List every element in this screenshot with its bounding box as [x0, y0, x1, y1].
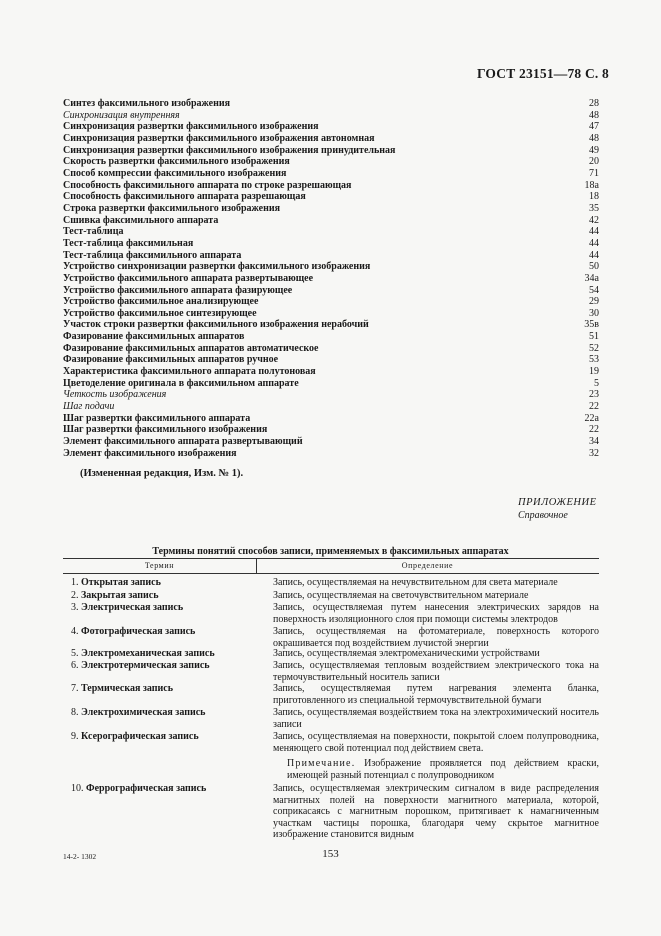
column-header-term: Термин — [144, 561, 175, 570]
index-term: Фазирование факсимильных аппаратов — [63, 331, 245, 343]
table-title: Термины понятий способов записи, применяемых в факсимильных аппаратах — [152, 546, 509, 557]
index-row — [63, 389, 599, 401]
definition-text: Запись, осуществляемая воздействием тока на электрохимический носитель записи — [273, 707, 599, 730]
index-number: 50 — [589, 261, 599, 273]
index-row — [63, 226, 599, 238]
index-term: Строка развертки факсимильного изображения — [63, 202, 281, 214]
index-row — [63, 413, 599, 425]
definition-cell — [259, 648, 599, 660]
appendix-title: ПРИЛОЖЕНИЕ — [518, 497, 597, 508]
page-header: ГОСТ 23151—78 С. 8 — [476, 66, 609, 81]
term-number: 6. — [71, 660, 79, 671]
column-header-definition: Определение — [401, 561, 454, 570]
index-number: 19 — [589, 366, 599, 378]
definition-text: Запись, осуществляемая путем нанесения электрических зарядов на поверхность изоляционного слоя при помощи системы электродов — [273, 602, 599, 625]
index-number: 29 — [589, 296, 599, 308]
index-number: 51 — [589, 331, 599, 343]
index-number: 44 — [589, 226, 599, 238]
index-row — [63, 319, 599, 331]
index-term: Тест-таблица факсимильная — [63, 237, 194, 249]
index-term: Синтез факсимильного изображения — [63, 98, 231, 109]
term-name: Ксерографическая запись — [81, 731, 199, 742]
index-term: Сшивка факсимильного аппарата — [63, 214, 219, 226]
term-name: Электромеханическая запись — [81, 648, 215, 659]
index-number: 54 — [589, 284, 599, 296]
index-row — [63, 366, 599, 378]
index-row — [63, 180, 599, 192]
term-name: Электрохимическая запись — [81, 707, 206, 718]
index-number: 28 — [589, 98, 599, 109]
index-term: Устройство факсимильного аппарата развертывающее — [63, 272, 314, 284]
index-row — [63, 424, 599, 436]
index-row — [63, 168, 599, 180]
index-term: Синхронизация развертки факсимильного изображения автономная — [63, 132, 375, 144]
index-row — [63, 354, 599, 366]
index-row — [63, 203, 599, 215]
definition-text: Запись, осуществляемая на поверхности, покрытой слоем полупроводника, меняющего свой потенциал под действием света. — [273, 731, 599, 754]
index-number: 34 — [589, 436, 599, 448]
index-row — [63, 238, 599, 250]
term-name: Феррографическая запись — [86, 783, 207, 794]
note-text: Изображение проявляется под действием краски, имеющей разный потенциал с полупроводником — [287, 758, 600, 781]
term-cell — [71, 660, 256, 672]
definition-text: Запись, осуществляемая на нечувствительном для света материале — [273, 577, 558, 588]
term-number: 4. — [71, 626, 79, 637]
index-number: 22а — [584, 412, 599, 424]
index-number: 5 — [594, 377, 599, 389]
index-row — [63, 343, 599, 355]
page-number: 153 — [322, 848, 339, 860]
term-cell — [71, 626, 256, 638]
definition-text: Запись, осуществляемая на светочувствительном материале — [273, 590, 529, 601]
index-row — [63, 448, 599, 460]
index-term: Фазирование факсимильных аппаратов ручное — [63, 354, 279, 366]
alphabetical-index — [63, 98, 599, 459]
index-row — [63, 401, 599, 413]
index-term: Шаг подачи — [63, 401, 115, 413]
term-name: Электротермическая запись — [81, 660, 210, 671]
index-number: 34а — [584, 272, 599, 284]
index-row — [63, 110, 599, 122]
term-number: 3. — [71, 602, 79, 613]
term-name: Закрытая запись — [81, 590, 159, 601]
note-label: Примечание. — [287, 758, 356, 770]
term-cell — [71, 731, 256, 743]
index-row — [63, 121, 599, 133]
term-cell — [71, 783, 256, 795]
index-term: Способность факсимильного аппарата по строке разрешающая — [63, 179, 352, 191]
term-name: Фотографическая запись — [81, 626, 196, 637]
index-row — [63, 191, 599, 203]
index-number: 47 — [589, 121, 599, 133]
term-cell — [71, 577, 256, 589]
index-number: 22 — [589, 424, 599, 436]
index-term: Синхронизация развертки факсимильного изображения принудительная — [63, 144, 396, 156]
definition-cell — [259, 707, 599, 730]
index-term: Скорость развертки факсимильного изображения — [63, 156, 290, 168]
index-row — [63, 436, 599, 448]
definition-cell — [259, 783, 599, 841]
term-name: Открытая запись — [81, 577, 161, 588]
index-term: Цветоделение оригинала в факсимильном аппарате — [63, 377, 299, 389]
term-cell — [71, 683, 256, 695]
index-number: 23 — [589, 389, 599, 401]
index-number: 44 — [589, 249, 599, 261]
index-row — [63, 285, 599, 297]
definition-cell — [259, 626, 599, 649]
index-number: 48 — [589, 132, 599, 144]
index-row — [63, 273, 599, 285]
index-term: Шаг развертки факсимильного изображения — [63, 424, 268, 436]
term-cell — [71, 707, 256, 719]
index-row — [63, 156, 599, 168]
index-number: 49 — [589, 144, 599, 156]
term-name: Электрическая запись — [81, 602, 184, 613]
index-row — [63, 133, 599, 145]
definition-cell — [259, 660, 599, 683]
term-number: 5. — [71, 648, 79, 659]
definition-cell — [259, 731, 599, 781]
index-term: Тест-таблица факсимильного аппарата — [63, 249, 242, 261]
term-cell — [71, 602, 256, 614]
index-term: Участок строки развертки факсимильного изображения нерабочий — [63, 319, 369, 331]
definition-cell — [259, 683, 599, 706]
index-row — [63, 145, 599, 157]
index-row — [63, 261, 599, 273]
term-name: Термическая запись — [81, 683, 174, 694]
index-number: 53 — [589, 354, 599, 366]
index-term: Четкость изображения — [63, 389, 167, 401]
index-term: Синхронизация внутренняя — [63, 109, 180, 121]
index-number: 71 — [589, 167, 599, 179]
amendment-note: (Измененная редакция, Изм. № 1). — [80, 468, 244, 479]
index-term: Элемент факсимильного аппарата развертывающий — [63, 436, 303, 448]
index-number: 48 — [589, 109, 599, 121]
index-term: Устройство синхронизации развертки факсимильного изображения — [63, 261, 371, 273]
print-code: 14-2- 1302 — [63, 852, 97, 861]
term-number: 2. — [71, 590, 79, 601]
index-number: 18 — [589, 191, 599, 203]
index-row — [63, 296, 599, 308]
index-term: Способ компрессии факсимильного изображения — [63, 167, 287, 179]
index-term: Устройство факсимильное синтезирующее — [63, 307, 257, 319]
index-term: Характеристика факсимильного аппарата полутоновая — [63, 366, 316, 378]
term-number: 8. — [71, 707, 79, 718]
definition-text: Запись, осуществляемая тепловым воздействием электрического тока на термочувствительный носитель записи — [273, 660, 599, 683]
definition-text: Запись, осуществляемая электрическим сигналом в виде распределения магнитных полей на поверхности магнитного материала, которой, соприкасаясь с магнитным порошком, притягивает к намагниченным участкам частицы порошка, благодаря чему скрытое магнитное изображение становится видным — [273, 783, 599, 841]
index-number: 20 — [589, 156, 599, 168]
index-number: 44 — [589, 237, 599, 249]
index-row — [63, 331, 599, 343]
term-number: 10. — [71, 783, 84, 794]
index-number: 42 — [589, 214, 599, 226]
index-number: 52 — [589, 342, 599, 354]
term-cell — [71, 648, 256, 660]
index-term: Фазирование факсимильных аппаратов автоматическое — [63, 342, 319, 354]
index-row — [63, 98, 599, 110]
index-row — [63, 308, 599, 320]
index-number: 35в — [584, 319, 599, 331]
definition-text: Запись, осуществляемая на фотоматериале, поверхность которого окрашивается под воздействием лучистой энергии — [273, 626, 599, 649]
index-term: Синхронизация развертки факсимильного изображения — [63, 121, 319, 133]
index-term: Способность факсимильного аппарата разрешающая — [63, 191, 306, 203]
term-number: 7. — [71, 683, 79, 694]
index-term: Устройство факсимильное анализирующее — [63, 296, 259, 308]
definition-text: Запись, осуществляемая электромеханическими устройствами — [273, 648, 540, 659]
index-row — [63, 250, 599, 262]
index-term: Шаг развертки факсимильного аппарата — [63, 412, 251, 424]
index-number: 18а — [584, 179, 599, 191]
table-header — [63, 558, 599, 574]
definition-cell — [259, 602, 599, 625]
definition-cell — [259, 577, 599, 589]
index-number: 22 — [589, 401, 599, 413]
index-row — [63, 378, 599, 390]
definition-note — [259, 758, 599, 781]
index-number: 35 — [589, 202, 599, 214]
definition-text: Запись, осуществляемая путем нагревания элемента бланка, приготовленного из специальной термочувствительной бумаги — [273, 683, 599, 706]
term-number: 9. — [71, 731, 79, 742]
appendix-subtitle: Справочное — [518, 510, 568, 521]
index-number: 32 — [589, 447, 599, 459]
index-number: 30 — [589, 307, 599, 319]
term-cell — [71, 590, 256, 602]
definition-cell — [259, 590, 599, 602]
index-term: Устройство факсимильного аппарата фазирующее — [63, 284, 293, 296]
term-number: 1. — [71, 577, 79, 588]
index-term: Тест-таблица — [63, 226, 124, 238]
index-row — [63, 215, 599, 227]
index-term: Элемент факсимильного изображения — [63, 447, 237, 459]
